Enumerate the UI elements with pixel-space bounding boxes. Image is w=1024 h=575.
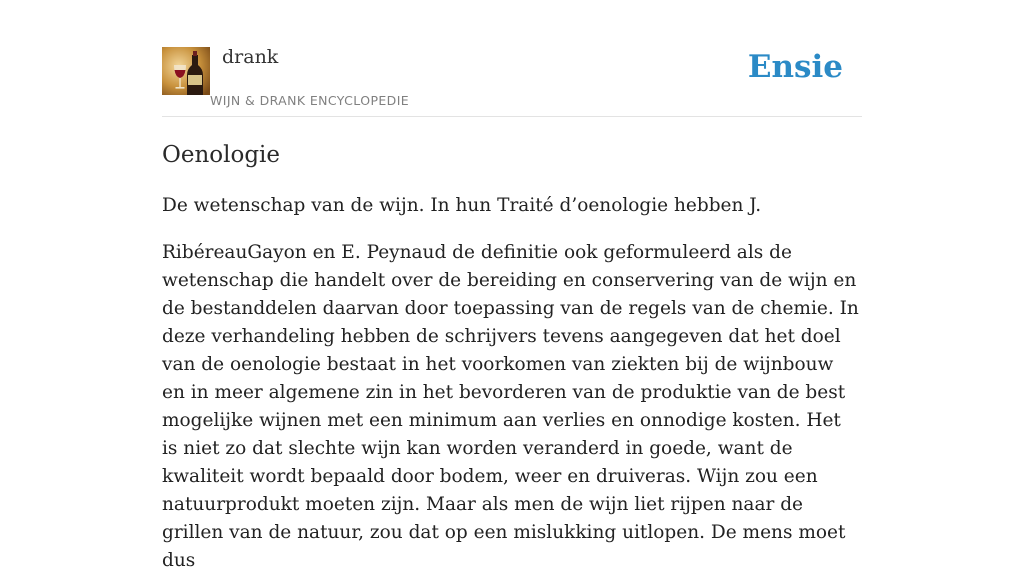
site-subtitle: WIJN & DRANK ENCYCLOPEDIE xyxy=(210,93,410,108)
site-header xyxy=(162,0,862,117)
brand-logo-link[interactable]: Ensie xyxy=(747,49,843,85)
site-name-link[interactable]: drank xyxy=(222,46,279,68)
wine-bottle-glass-icon xyxy=(162,47,210,95)
article-paragraph: De wetenschap van de wijn. In hun Traité d’oenologie hebben J. xyxy=(162,195,762,216)
article-paragraph: RibéreauGayon en E. Peynaud de definitie ook geformuleerd als de wetenschap die handelt over de bereiding en conservering van de wijn en de bestanddelen daarvan door toepassing van de regels van de chemie. In deze verhandeling hebben de schrijvers tevens aangegeven dat het doel van de oenologie bestaat in het voorkomen van ziekten bij de wijnbouw en in meer algemene zin in het bevorderen van de produktie van de best mogelijke wijnen met een minimum aan verlies en onnodige kosten. Het is niet zo dat slechte wijn kan worden veranderd in goede, want de kwaliteit wordt bepaald door bodem, weer en druiveras. Wijn zou een natuurprodukt moeten zijn. Maar als men de wijn liet rijpen naar de grillen van de natuur, zou dat op een mislukking uitlopen. De mens moet dus xyxy=(162,242,859,571)
category-avatar[interactable] xyxy=(162,47,210,95)
article-title: Oenologie xyxy=(162,142,281,168)
article xyxy=(162,139,862,575)
